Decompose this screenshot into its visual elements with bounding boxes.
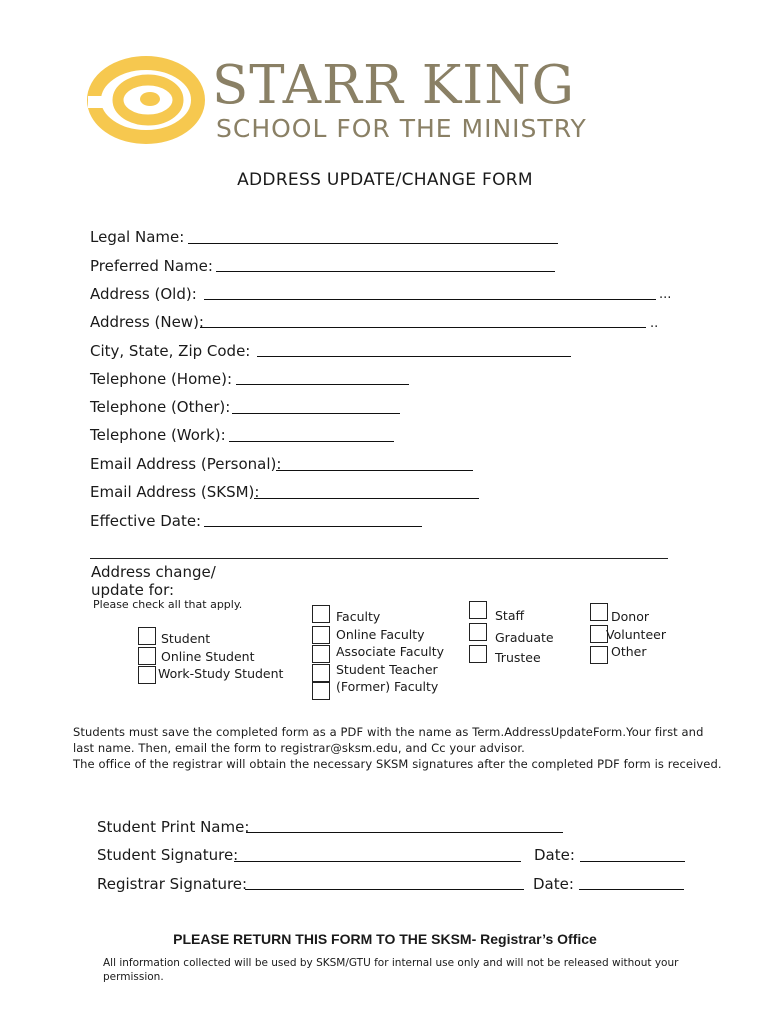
student-teacher-option-label: Student Teacher — [336, 662, 438, 677]
student-print-name-label: Student Print Name: — [97, 818, 250, 836]
section-divider — [90, 558, 668, 559]
graduate-option-label: Graduate — [495, 630, 554, 645]
registrar-signature-label: Registrar Signature: — [97, 875, 248, 893]
former-faculty-checkbox[interactable] — [312, 682, 330, 700]
associate-faculty-checkbox[interactable] — [312, 645, 330, 663]
return-notice: PLEASE RETURN THIS FORM TO THE SKSM- Registrar’s Office — [173, 931, 597, 947]
preferred-name-label: Preferred Name: — [90, 257, 213, 275]
student-signature-field[interactable] — [234, 861, 521, 862]
trustee-option-label: Trustee — [495, 650, 541, 665]
faculty-option-label: Faculty — [336, 609, 381, 624]
online-faculty-checkbox[interactable] — [312, 626, 330, 644]
effective-date-label: Effective Date: — [90, 512, 202, 530]
privacy-line-2: permission. — [103, 971, 164, 983]
staff-checkbox[interactable] — [469, 601, 487, 619]
email-sksm-label: Email Address (SKSM): — [90, 483, 260, 501]
online-student-checkbox[interactable] — [138, 647, 156, 665]
work-study-student-checkbox[interactable] — [138, 666, 156, 684]
telephone-work-label: Telephone (Work): — [90, 426, 226, 444]
address-old-label: Address (Old): — [90, 285, 197, 303]
legal-name-field[interactable] — [188, 243, 558, 244]
address-new-label: Address (New): — [90, 313, 204, 331]
privacy-line-1: All information collected will be used by SKSM/GTU for internal use only and will not be released without your — [103, 957, 679, 969]
student-date-field[interactable] — [580, 861, 685, 862]
donor-option-label: Donor — [611, 609, 649, 624]
city-state-zip-label: City, State, Zip Code: — [90, 342, 251, 360]
form-title: ADDRESS UPDATE/CHANGE FORM — [237, 170, 533, 190]
telephone-other-label: Telephone (Other): — [90, 398, 231, 416]
registrar-signature-field[interactable] — [245, 889, 524, 890]
student-date-label: Date: — [534, 846, 575, 864]
address-new-tail: .. — [650, 316, 659, 331]
student-checkbox[interactable] — [138, 627, 156, 645]
instructions-paragraph — [73, 724, 753, 772]
online-faculty-option-label: Online Faculty — [336, 627, 425, 642]
brand-subtitle: SCHOOL FOR THE MINISTRY — [216, 114, 587, 143]
email-personal-label: Email Address (Personal): — [90, 455, 282, 473]
address-old-field[interactable] — [204, 299, 656, 300]
student-signature-label: Student Signature: — [97, 846, 239, 864]
work-study-option-label: Work-Study Student — [158, 666, 284, 681]
telephone-home-field[interactable] — [236, 384, 409, 385]
former-faculty-option-label: (Former) Faculty — [336, 679, 439, 694]
faculty-checkbox[interactable] — [312, 605, 330, 623]
other-checkbox[interactable] — [590, 646, 608, 664]
online-student-option-label: Online Student — [161, 649, 255, 664]
email-personal-field[interactable] — [276, 470, 473, 471]
preferred-name-field[interactable] — [216, 271, 555, 272]
student-option-label: Student — [161, 631, 211, 646]
city-state-zip-field[interactable] — [257, 356, 571, 357]
legal-name-label: Legal Name: — [90, 228, 185, 246]
check-all-hint: Please check all that apply. — [93, 598, 243, 611]
instructions-line-2: last name. Then, email the form to registrar@sksm.edu, and Cc your advisor. — [73, 741, 525, 755]
donor-checkbox[interactable] — [590, 603, 608, 621]
registrar-date-field[interactable] — [579, 889, 684, 890]
update-for-heading — [91, 563, 216, 599]
instructions-line-1: Students must save the completed form as a PDF with the name as Term.AddressUpdateForm.Your first and — [73, 725, 704, 739]
update-for-heading-line1: Address change/ — [91, 563, 216, 581]
telephone-work-field[interactable] — [229, 441, 394, 442]
email-sksm-field[interactable] — [254, 498, 479, 499]
update-for-heading-line2: update for: — [91, 581, 175, 599]
starr-king-logo-swirl — [82, 52, 212, 148]
staff-option-label: Staff — [495, 608, 525, 623]
privacy-notice — [103, 956, 723, 984]
telephone-home-label: Telephone (Home): — [90, 370, 233, 388]
registrar-date-label: Date: — [533, 875, 574, 893]
other-option-label: Other — [611, 644, 647, 659]
student-print-name-field[interactable] — [246, 832, 563, 833]
volunteer-option-label: Volunteer — [606, 627, 666, 642]
address-new-field[interactable] — [200, 327, 646, 328]
associate-faculty-option-label: Associate Faculty — [336, 644, 445, 659]
student-teacher-checkbox[interactable] — [312, 664, 330, 682]
brand-name: STARR KING — [212, 55, 575, 116]
instructions-line-3: The office of the registrar will obtain the necessary SKSM signatures after the completed PDF form is received. — [73, 757, 722, 771]
trustee-checkbox[interactable] — [469, 645, 487, 663]
effective-date-field[interactable] — [204, 526, 422, 527]
telephone-other-field[interactable] — [232, 413, 400, 414]
graduate-checkbox[interactable] — [469, 623, 487, 641]
address-old-tail: ... — [659, 287, 672, 302]
